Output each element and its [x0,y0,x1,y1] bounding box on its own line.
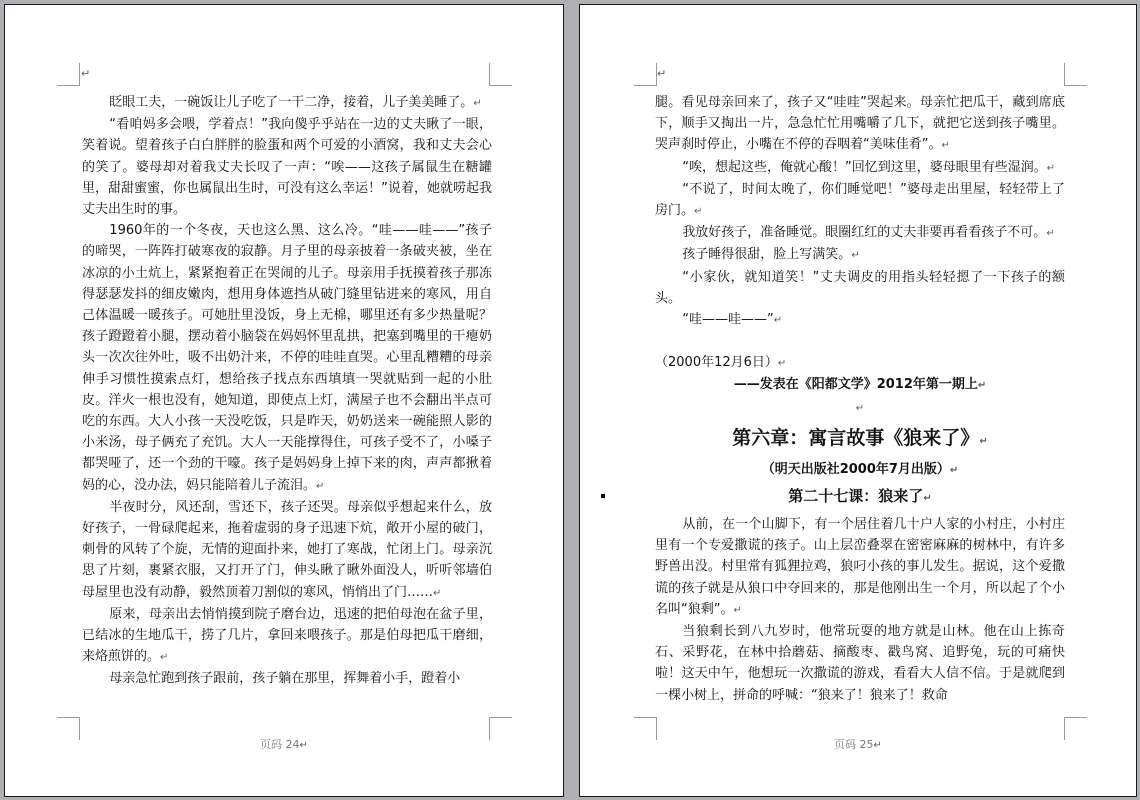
paragraph[interactable]: “不说了，时间太晚了，你们睡觉吧！”婆母走出里屋，轻轻带上了房门。↵ [655,181,1065,219]
paragraph-mark: ↵ [657,67,667,80]
lesson-title[interactable]: 第二十七课：狼来了↵ [655,481,1065,514]
paragraph[interactable]: 1960年的一个冬夜，天也这么黑、这么冷。“哇——哇——”孩子的啼哭，一阵阵打破寒夜的寂静。月子里的母亲披着一条破夹被，坐在冰凉的小土炕上，紧紧抱着正在哭闹的儿子。母亲用手抚摸着孩子那冻得瑟瑟发抖的细皮嫩肉，想用身体遮挡从破门缝里钻进来的寒风，用自己体温暖一暖孩子。可她肚里没饭，身上无棉，哪里还有多少热量呢？孩子蹬蹬着小腿，摆动着小脑袋在妈妈怀里乱拱，把塞到嘴里的干瘪奶头一次次往外吐，吸不出奶汁来，不停的哇哇直哭。心里乱糟糟的母亲伸手习惯性摸索点灯，想给孩子找点东西填填一哭就贴到一起的小肚皮。洋火一根也没有，她知道，即使点上灯，满屋子也不会翻出半点可吃的东西。大人小孩一天没吃饭，只是昨天，奶奶送来一碗能照人影的小米汤，母子俩充了充饥。大人一天能撑得住，可孩子受不了，小嗓子都哭哑了，还一个劲的干嚎。孩子是妈妈身上掉下来的肉，声声都揪着妈的心，没办法，妈只能陪着儿子流泪。↵ [82,223,492,493]
page-number: 页码 24↵ [260,738,308,751]
paragraph[interactable]: 我放好孩子，准备睡觉。眼圈红红的丈夫非要再看看孩子不可。↵ [682,225,1055,241]
margin-corner-top-right [1064,63,1087,86]
paragraph[interactable]: 腿。看见母亲回来了，孩子又“哇哇”哭起来。母亲忙把瓜干，藏到席底下，顺手又掏出一片，急急忙忙用嘴嚼了几下，就把它送到孩子嘴里。哭声刹时停止，小嘴在不停的吞咽着“美味佳肴”。↵ [655,95,1065,153]
paragraph[interactable]: 原来，母亲出去悄悄摸到院子磨台边，迅速的把伯母泡在盆子里，已结冰的生地瓜干，捞了几片，拿回来喂孩子。那是伯母把瓜干磨细，来烙煎饼的。↵ [82,606,492,665]
paragraph[interactable]: “看咱妈多会喂，学着点！”我向傻乎乎站在一边的丈夫瞅了一眼，笑着说。望着孩子白白胖胖的脸蛋和两个可爱的小酒窝，我和丈夫会心的笑了。婆母却对着我丈夫长叹了一声：“唉——这孩子属鼠生在糖罐里，甜甜蜜蜜，你也属鼠出生时，可没有这么幸运！”说着，她就唠起我丈夫出生时的事。 [82,117,492,218]
paragraph[interactable]: “小家伙，就知道笑！”丈夫调皮的用指头轻轻摁了一下孩子的额头。 [655,269,1065,306]
publish-line[interactable]: ——发表在《阳都文学》2012年第一期上↵ [733,377,987,393]
paragraph[interactable]: 当狼剩长到八九岁时，他常玩耍的地方就是山林。他在山上拣奇石、采野花，在林中拾蘑菇、摘酸枣、戳鸟窝、追野兔，玩的可痛快啦！这天中午，他想玩一次撒谎的游戏，看看大人信不信。于是就爬到一棵小树上，拼命的呼喊：“狼来了！狼来了！救命 [655,624,1065,703]
paragraph[interactable]: “唉，想起这些，俺就心酸！”回忆到这里，婆母眼里有些湿润。↵ [682,159,1056,175]
paragraph[interactable]: 半夜时分，风还刮，雪还下，孩子还哭。母亲似乎想起来什么，放好孩子，一骨碌爬起来，拖着虚弱的身子迅速下炕，敞开小屋的破门，刺骨的风转了个旋，无情的迎面扑来，她打了寒战，忙闭上门。母亲沉思了片刻，裹紧衣服，又打开了门，伸头瞅了瞅外面没人，听听邻墙伯母屋里也没有动静，毅然顶着刀割似的寒风，悄悄出了门……↵ [82,499,492,600]
document-page-right[interactable] [579,4,1137,797]
paragraph-mark: ↵ [81,67,91,80]
margin-corner-top-left [634,63,657,86]
date-line[interactable]: （2000年12月6日）↵ [655,355,787,371]
chapter-subtitle[interactable]: （明天出版社2000年7月出版）↵ [761,461,959,477]
paragraph[interactable]: 孩子睡得很甜，脸上写满笑。↵ [682,247,860,263]
margin-corner-top-right [489,63,512,86]
blank-line [655,331,1065,352]
empty-paragraph: ↵ [855,402,865,414]
page-body-text[interactable] [82,92,492,690]
bullet-marker [601,494,605,498]
chapter-title[interactable]: 第六章：寓言故事《狼来了》↵ [732,426,988,449]
paragraph[interactable]: 母亲急忙跑到孩子跟前，孩子躺在那里，挥舞着小手，蹬着小 [109,671,461,687]
margin-corner-top-left [57,63,80,86]
document-page-left[interactable] [4,4,564,797]
page-body-text[interactable] [655,92,1065,706]
page-number: 页码 25↵ [834,738,882,751]
paragraph[interactable]: 眨眼工夫，一碗饭让儿子吃了一干二净，接着，儿子美美睡了。↵ [109,95,482,110]
paragraph[interactable]: 从前，在一个山脚下，有一个居住着几十户人家的小村庄，小村庄里有一个专爱撒谎的孩子。山上层峦叠翠在密密麻麻的树林中，有许多野兽出没。村里常有狐狸拉鸡，狼叼小孩的事儿发生。据说，这个爱撒谎的孩子就是从狼口中夺回来的，那是他刚出生一个月，所以起了个小名叫“狼剩”。↵ [655,517,1065,617]
paragraph[interactable]: “哇——哇——”↵ [682,312,783,328]
